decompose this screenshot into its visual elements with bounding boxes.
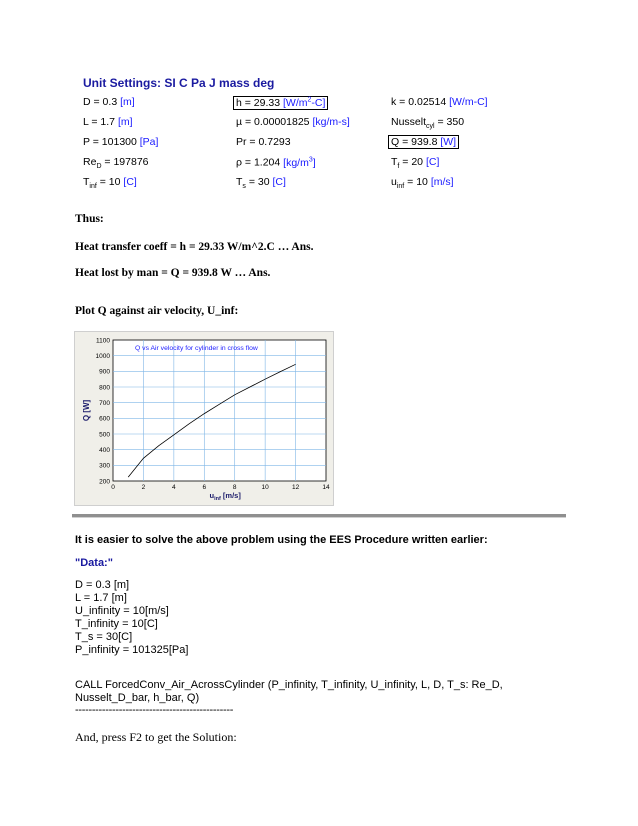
ees-var-symbol: u [391, 176, 397, 188]
ees-var-symbol: Q [391, 136, 400, 148]
ees-var-symbol: k [391, 96, 397, 108]
section-divider [72, 514, 566, 518]
ees-var-2-1 [236, 136, 291, 148]
ees-var-symbol: T [391, 156, 398, 168]
data-line-6: P_infinity = 101325[Pa] [75, 644, 189, 656]
ees-var-0-2 [391, 96, 488, 108]
final-instruction: And, press F2 to get the Solution: [75, 730, 237, 744]
y-tick-label: 800 [99, 384, 110, 392]
plot-heading: Plot Q against air velocity, U_inf: [75, 305, 239, 317]
ees-var-symbol: h [236, 96, 242, 109]
x-tick-label: 14 [322, 484, 330, 491]
ees-var-symbol: Nusselt [391, 116, 427, 128]
answer-heat-lost: Heat lost by man = Q = 939.8 W … Ans. [75, 267, 271, 279]
x-tick-label: 6 [202, 484, 207, 491]
x-tick-label: 8 [232, 484, 237, 491]
ees-var-symbol: T [83, 176, 90, 188]
y-tick-label: 900 [99, 368, 110, 376]
ees-var-unit: [W] [440, 136, 457, 148]
y-tick-label: 700 [99, 399, 110, 407]
ees-var-4-0 [83, 176, 137, 190]
ees-var-value: = 350 [434, 116, 465, 128]
ees-var-2-0 [83, 136, 158, 148]
ees-var-value: = 0.00001825 [242, 116, 310, 128]
ees-var-subscript: cyl [426, 123, 435, 131]
ees-var-value: = 0.3 [90, 96, 118, 108]
chart-svg [75, 332, 333, 505]
y-tick-label: 200 [99, 478, 110, 486]
ees-var-symbol: L [83, 116, 89, 128]
x-tick-label: 10 [261, 484, 269, 491]
ees-var-value: = 1.7 [88, 116, 116, 128]
ees-var-3-0 [83, 156, 149, 170]
ees-var-symbol: Pr [236, 136, 247, 148]
call-line-2: Nusselt_D_bar, h_bar, Q) [75, 692, 200, 704]
ees-var-4-2 [391, 176, 454, 190]
thus-label: Thus: [75, 213, 104, 225]
ees-var-symbol: Re [83, 156, 97, 168]
data-comment-label: "Data:" [75, 557, 113, 569]
y-tick-label: 400 [99, 446, 110, 454]
ees-var-symbol: T [236, 176, 243, 188]
ees-var-value: = 0.7293 [246, 136, 291, 148]
ees-var-symbol: ρ [236, 156, 242, 169]
call-line-1: CALL ForcedConv_Air_AcrossCylinder (P_infinity, T_infinity, U_infinity, L, D, T_s: Re_D, [75, 679, 503, 691]
x-tick-label: 2 [141, 484, 146, 491]
ees-var-3-1 [236, 156, 316, 169]
ees-var-value: = 10 [404, 176, 428, 188]
ees-var-4-1 [236, 176, 286, 190]
ees-var-unit: $[W/m^2-C]$ [283, 96, 326, 109]
ees-var-subscript: s [242, 183, 246, 191]
data-line-5: T_s = 30[C] [75, 631, 133, 643]
ees-var-2-2 [391, 136, 459, 148]
ees-var-value: = 30 [245, 176, 270, 188]
ees-var-subscript: inf [396, 183, 405, 191]
ees-var-0-0 [83, 96, 135, 108]
ees-var-unit: [Pa] [139, 136, 159, 148]
ees-var-subscript: inf [89, 183, 97, 191]
x-tick-label: 4 [172, 484, 176, 491]
x-tick-label: 0 [111, 484, 115, 491]
y-tick-label: 1100 [96, 337, 110, 345]
ees-var-symbol: µ [236, 116, 243, 128]
y-tick-label: 600 [99, 415, 110, 423]
x-axis-label: $u_{inf}$ [m/s] [209, 491, 241, 502]
ees-var-value: = 1.204 [241, 156, 281, 169]
y-tick-label: 300 [99, 462, 110, 470]
ees-var-value: = 939.8 [399, 136, 438, 148]
x-tick-label: 12 [291, 484, 300, 491]
data-line-3: U_infinity = 10[m/s] [75, 605, 169, 617]
y-tick-label: 1000 [95, 352, 110, 360]
y-axis-label: Q [W] [82, 399, 91, 422]
ees-var-1-1 [236, 116, 350, 128]
ees-unit-settings-title: Unit Settings: SI C Pa J mass deg [83, 76, 275, 90]
ees-var-unit: [kg/m-s] [312, 116, 350, 128]
ees-var-3-2 [391, 156, 439, 170]
ees-var-value: = 197876 [101, 156, 149, 168]
y-tick-label: 500 [99, 431, 110, 439]
ees-var-value: = 10 [96, 176, 121, 188]
ees-var-value: = 0.02514 [396, 96, 447, 108]
ees-var-value: = 20 [399, 156, 424, 168]
ees-var-1-2 [391, 116, 464, 130]
data-line-4: T_infinity = 10[C] [75, 618, 158, 630]
ees-var-1-0 [83, 116, 133, 128]
ees-var-unit: [C] [272, 176, 286, 188]
ees-var-unit: [m] [117, 116, 133, 128]
ees-var-unit: [m/s] [430, 176, 454, 188]
ees-var-symbol: P [83, 136, 90, 148]
chart-title: Q vs Air velocity for cylinder in cross flow [135, 345, 258, 352]
q-vs-velocity-chart [74, 331, 334, 506]
ees-var-symbol: D [83, 96, 91, 108]
ees-var-subscript: f [397, 163, 400, 171]
dashes-separator: ----------------------------------------------- [75, 704, 234, 716]
ees-var-value: = 101300 [89, 136, 137, 148]
ees-var-unit: [C] [425, 156, 440, 168]
ees-var-unit: [W/m-C] [449, 96, 488, 108]
data-line-1: D = 0.3 [m] [75, 579, 130, 591]
answer-heat-transfer-coeff: Heat transfer coeff = h = 29.33 W/m^2.C … Ans. [75, 241, 314, 253]
ees-var-subscript: D [96, 163, 102, 171]
data-line-2: L = 1.7 [m] [75, 592, 127, 604]
ees-var-unit: [m] [120, 96, 135, 108]
ees-var-unit: $[kg/m^3]$ [283, 156, 316, 169]
ees-var-0-1 [236, 96, 328, 109]
ees-var-value: = 29.33 [241, 96, 281, 109]
ees-var-unit: [C] [123, 176, 137, 188]
ees-procedure-note: It is easier to solve the above problem using the EES Procedure written earlier: [75, 534, 488, 546]
plot-area [113, 340, 326, 481]
